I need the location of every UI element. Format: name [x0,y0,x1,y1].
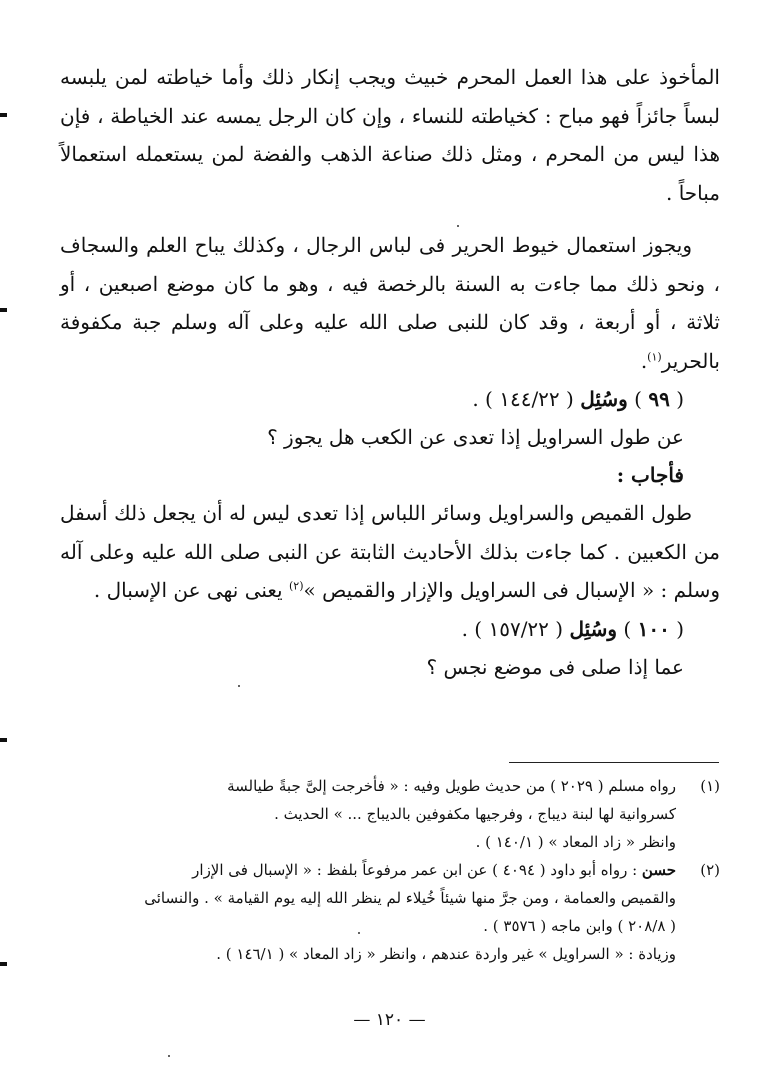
question-100-open: ( [676,616,684,641]
paragraph-2 [60,226,720,380]
footnote-2-line-1 [60,856,676,884]
footnote-2 [60,856,720,968]
scan-speck [358,932,360,934]
answer-99-text [60,494,720,610]
footnote-separator [509,762,719,763]
footnote-1-line-3: وانظر « زاد المعاد » ( ١٤٠/١ ) . [475,833,676,851]
answer-99-text-a: طول القميص والسراويل وسائر اللباس إذا تعدى ليس له أن يجعل ذلك أسفل من الكعبين . كما جاءت بذلك الأحاديث الثابتة عن النبى صلى الله عليه وعلى آله وسلم : « الإسبال فى السراويل والإزار والقميص » [60,501,720,602]
footnote-1-number: (١) [700,777,720,795]
margin-scan-mark [0,738,7,742]
question-99-number: ٩٩ [648,387,670,411]
footnote-1-line-2: كسروانية لها لبنة ديباج ، وفرجيها مكفوفين بالديباج ... » الحديث . [274,805,676,823]
footnotes [60,772,720,968]
question-100-reference: ( ١٥٧/٢٢ ) . [461,616,564,641]
footnote-2-line-3: ( ٢٠٨/٨ ) وابن ماجه ( ٣٥٧٦ ) . [483,917,676,935]
answer-99-text-b: يعنى نهى عن الإسبال . [93,578,283,602]
question-99-open: ( [676,387,684,411]
footnote-1-body [60,772,676,856]
scan-speck [457,225,459,227]
footnote-2-number: (٢) [700,861,720,879]
scan-speck [168,1055,170,1057]
scan-speck [238,685,240,687]
footnote-2-grade: حسن [641,861,676,879]
footnote-2-line-4: وزيادة : « السراويل » غير واردة عندهم ، وانظر « زاد المعاد » ( ١٤٦/١ ) . [216,945,676,963]
paragraph-1-text: المأخوذ على هذا العمل المحرم خبيث ويجب إنكار ذلك وأما خياطته لمن يلبسه لبساً جائزاً فهو مباح : كخياطته للنساء ، وإن كان الرجل يمسه عند الخياطة ، فإن هذا ليس من المحرم ، ومثل ذلك صناعة الذهب والفضة لمن يستعمله استعمالاً مباحاً . [60,65,720,205]
footnote-1 [60,772,720,856]
question-100-heading [60,610,720,648]
paragraph-1 [60,58,720,212]
footnote-2-line-1-text: : رواه أبو داود ( ٤٠٩٤ ) عن ابن عمر مرفوعاً بلفظ : « الإسبال فى الإزار [192,861,638,879]
question-100-text: عما إذا صلى فى موضع نجس ؟ [426,654,684,679]
question-100-close: ) [623,616,632,641]
margin-scan-mark [0,113,7,117]
question-100-label: وسُئِل [569,616,618,641]
question-99-label: وسُئِل [580,387,628,411]
question-99-heading [60,380,720,418]
footnote-2-body [60,856,676,968]
page-body [60,58,720,686]
page-number: — ١٢٠ — [353,1010,426,1030]
paragraph-gap [60,212,720,226]
margin-scan-mark [0,308,7,312]
question-99-close: ) [634,387,642,411]
footnote-1-line-1: رواه مسلم ( ٢٠٢٩ ) من حديث طويل وفيه : « فأخرجت إلىَّ جبةً طيالسة [227,777,676,795]
footnote-2-line-2: والقميص والعمامة ، ومن جرَّ منها شيئاً خُيلاء لم ينظر الله إليه يوم القيامة » . والنسائى [144,889,676,907]
footnote-ref-2: (٢) [288,579,304,593]
paragraph-2-text: ويجوز استعمال خيوط الحرير فى لباس الرجال ، وكذلك يباح العلم والسجاف ، ونحو ذلك مما جاءت به السنة بالرخصة فيه ، وهو ما كان موضع اصبعين ، أو ثلاثة ، أو أربعة ، وقد كان للنبى صلى الله عليه وعلى آله وسلم جبة مكفوفة بالحرير [60,233,720,373]
question-99-reference: ( ١٤٤/٢٢ ) . [472,387,574,411]
paragraph-2-end: . [640,348,648,373]
footnote-ref-1: (١) [647,349,662,363]
answer-99-label: فأجاب : [616,463,684,487]
question-100-number: ١٠٠ [637,616,670,641]
margin-scan-mark [0,962,7,966]
question-99-text: عن طول السراويل إذا تعدى عن الكعب هل يجوز ؟ [267,425,684,449]
